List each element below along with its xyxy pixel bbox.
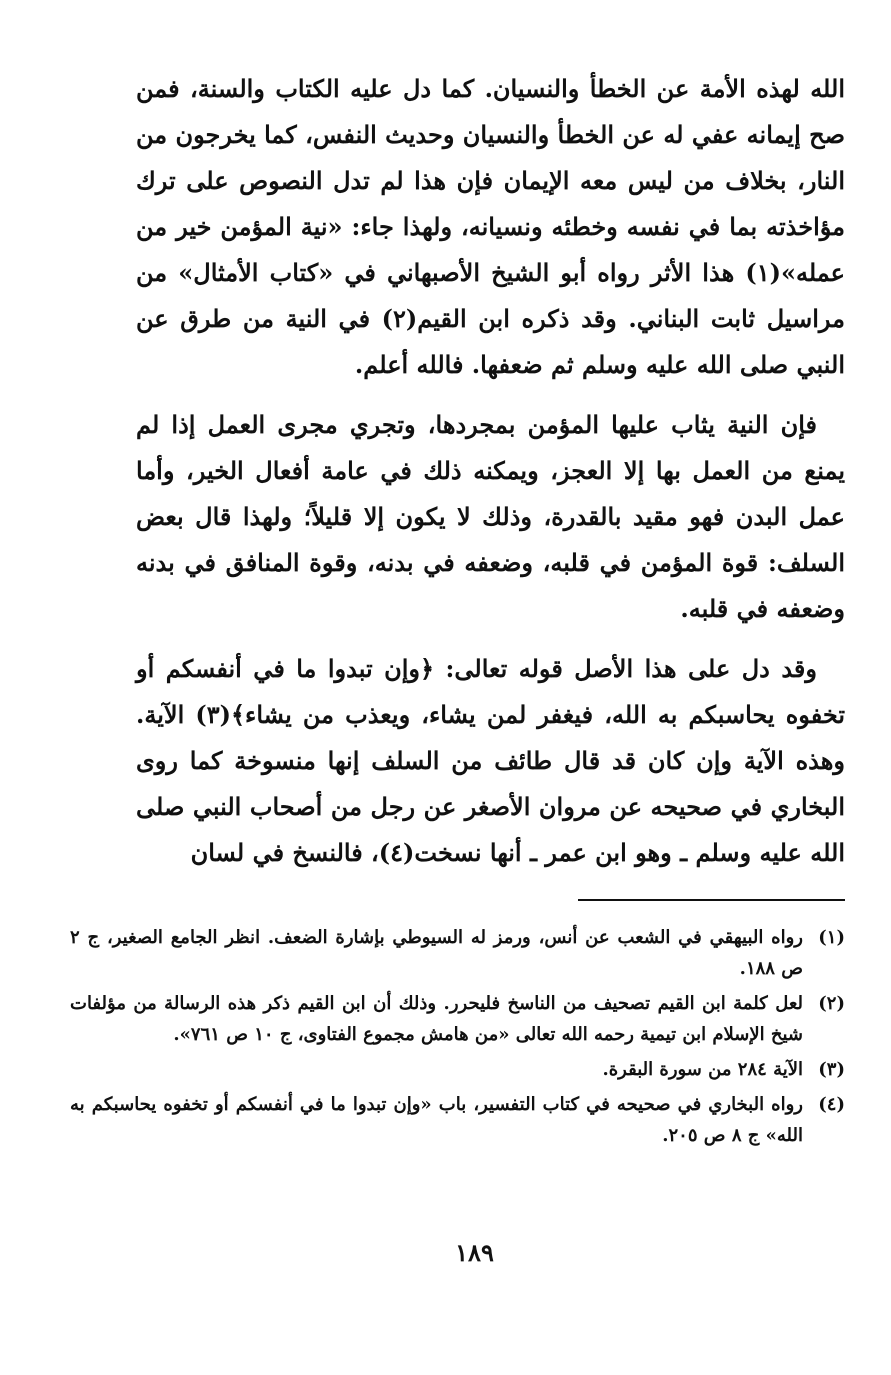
main-text	[136, 66, 845, 876]
footnote-4	[70, 1089, 845, 1151]
paragraph-2: فإن النية يثاب عليها المؤمن بمجردها، وتجري مجرى العمل إذا لم يمنع من العمل بها إلا العجز، ويمكنه ذلك في عامة أفعال الخير، وأما عمل البدن فهو مقيد بالقدرة، وذلك لا يكون إلا قليلاً؛ ولهذا قال بعض السلف: قوة المؤمن في قلبه، وضعفه في بدنه، وقوة المنافق في بدنه وضعفه في قلبه.	[136, 410, 845, 623]
footnote-number: (٤)	[818, 1094, 845, 1115]
footnote-text: الآية ٢٨٤ من سورة البقرة.	[602, 1059, 803, 1080]
footnote-text: رواه البيهقي في الشعب عن أنس، ورمز له السيوطي بإشارة الضعف. انظر الجامع الصغير، ج ٢ ص ١٨٨.	[70, 927, 803, 979]
footnote-number: (٣)	[818, 1059, 845, 1080]
page-number: ١٨٩	[455, 1238, 494, 1267]
footnotes	[70, 922, 845, 1155]
footnote-3	[70, 1054, 845, 1085]
footnote-2	[70, 988, 845, 1050]
footnote-text: لعل كلمة ابن القيم تصحيف من الناسخ فليحرر. وذلك أن ابن القيم ذكر هذه الرسالة من مؤلفات شيخ الإسلام ابن تيمية رحمه الله تعالى «من هامش مجموع الفتاوى، ج ١٠ ص ٧٦١».	[70, 993, 803, 1045]
footnote-separator	[578, 899, 845, 901]
footnote-number: (٢)	[818, 993, 845, 1014]
paragraph-3: وقد دل على هذا الأصل قوله تعالى: ﴿وإن تبدوا ما في أنفسكم أو تخفوه يحاسبكم به الله، فيغفر لمن يشاء، ويعذب من يشاء﴾(٣) الآية. وهذه الآية وإن كان قد قال طائف من السلف إنها منسوخة كما روى البخاري في صحيحه عن مروان الأصغر عن رجل من أصحاب النبي صلى الله عليه وسلم ـ وهو ابن عمر ـ أنها نسخت(٤)، فالنسخ في لسان	[136, 654, 846, 867]
footnote-1	[70, 922, 845, 984]
footnote-number: (١)	[818, 927, 845, 948]
footnote-text: رواه البخاري في صحيحه في كتاب التفسير، باب «وإن تبدوا ما في أنفسكم أو تخفوه يحاسبكم به الله» ج ٨ ص ٢٠٥.	[70, 1094, 803, 1146]
paragraph-1: الله لهذه الأمة عن الخطأ والنسيان. كما دل عليه الكتاب والسنة، فمن صح إيمانه عفي له عن الخطأ والنسيان وحديث النفس، كما يخرجون من النار، بخلاف من ليس معه الإيمان فإن هذا لم تدل النصوص على ترك مؤاخذته بما في نفسه وخطئه ونسيانه، ولهذا جاء: «نية المؤمن خير من عمله»(١) هذا الأثر رواه أبو الشيخ الأصبهاني في «كتاب الأمثال» من مراسيل ثابت البناني. وقد ذكره ابن القيم(٢) في النية من طرق عن النبي صلى الله عليه وسلم ثم ضعفها. فالله أعلم.	[136, 74, 845, 379]
